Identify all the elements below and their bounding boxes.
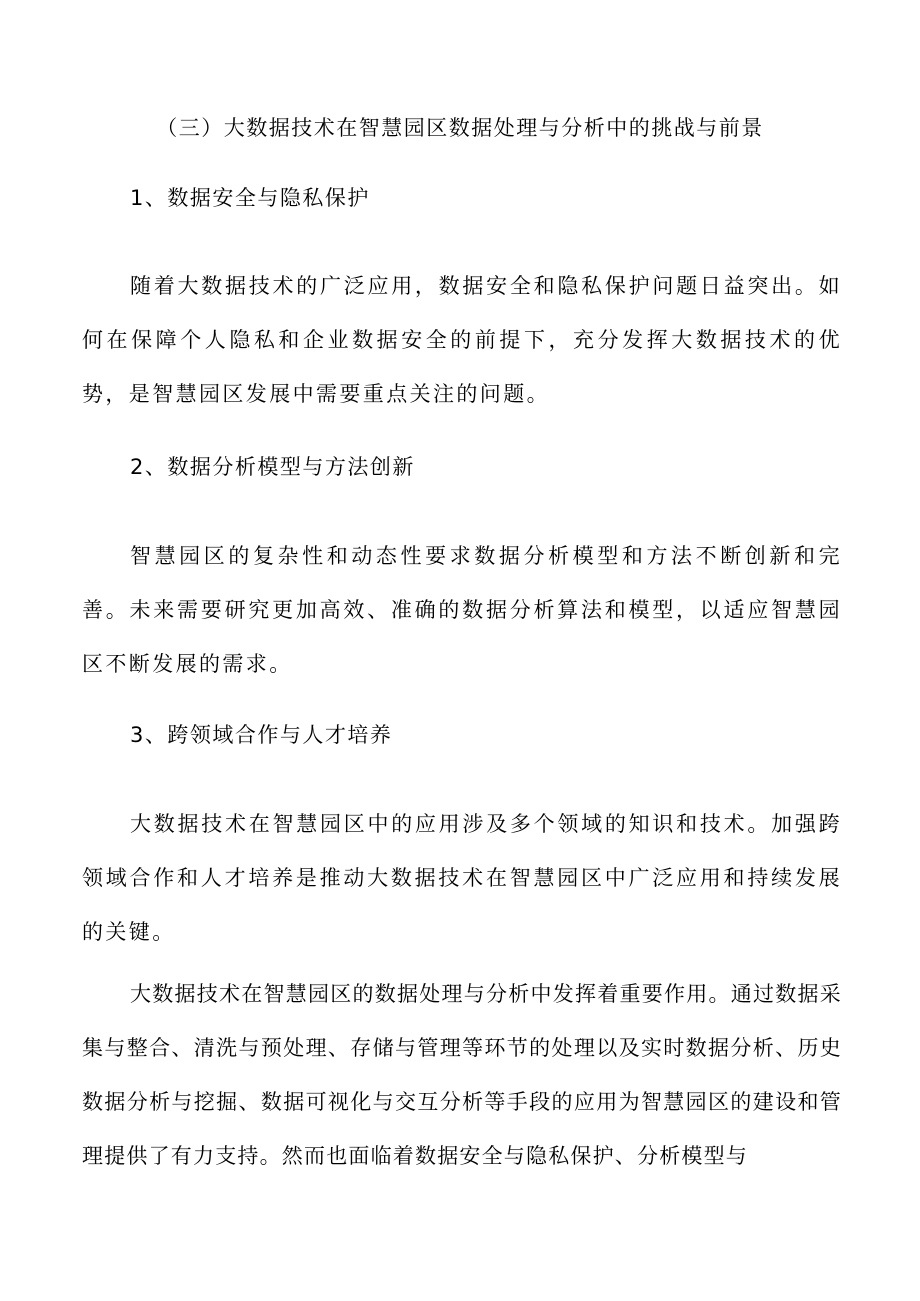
subsection-paragraph-1: 随着大数据技术的广泛应用，数据安全和隐私保护问题日益突出。如何在保障个人隐私和企业数据安全的前提下，充分发挥大数据技术的优势，是智慧园区发展中需要重点关注的问题。: [82, 274, 842, 406]
subsection-paragraph-2: 智慧园区的复杂性和动态性要求数据分析模型和方法不断创新和完善。未来需要研究更加高效、准确的数据分析算法和模型，以适应智慧园区不断发展的需求。: [82, 544, 842, 676]
subsection-heading-2: 2、数据分析模型与方法创新: [130, 455, 415, 479]
summary-paragraph: 大数据技术在智慧园区的数据处理与分析中发挥着重要作用。通过数据采集与整合、清洗与预处理、存储与管理等环节的处理以及实时数据分析、历史数据分析与挖掘、数据可视化与交互分析等手段的应用为智慧园区的建设和管理提供了有力支持。然而也面临着数据安全与隐私保护、分析模型与: [82, 982, 842, 1168]
subsection-paragraph-3: 大数据技术在智慧园区中的应用涉及多个领域的知识和技术。加强跨领域合作和人才培养是推动大数据技术在智慧园区中广泛应用和持续发展的关键。: [82, 812, 842, 944]
subsection-heading-1: 1、数据安全与隐私保护: [130, 186, 370, 210]
subsection-heading-3: 3、跨领域合作与人才培养: [130, 723, 393, 747]
section-title: （三）大数据技术在智慧园区数据处理与分析中的挑战与前景: [156, 116, 764, 140]
